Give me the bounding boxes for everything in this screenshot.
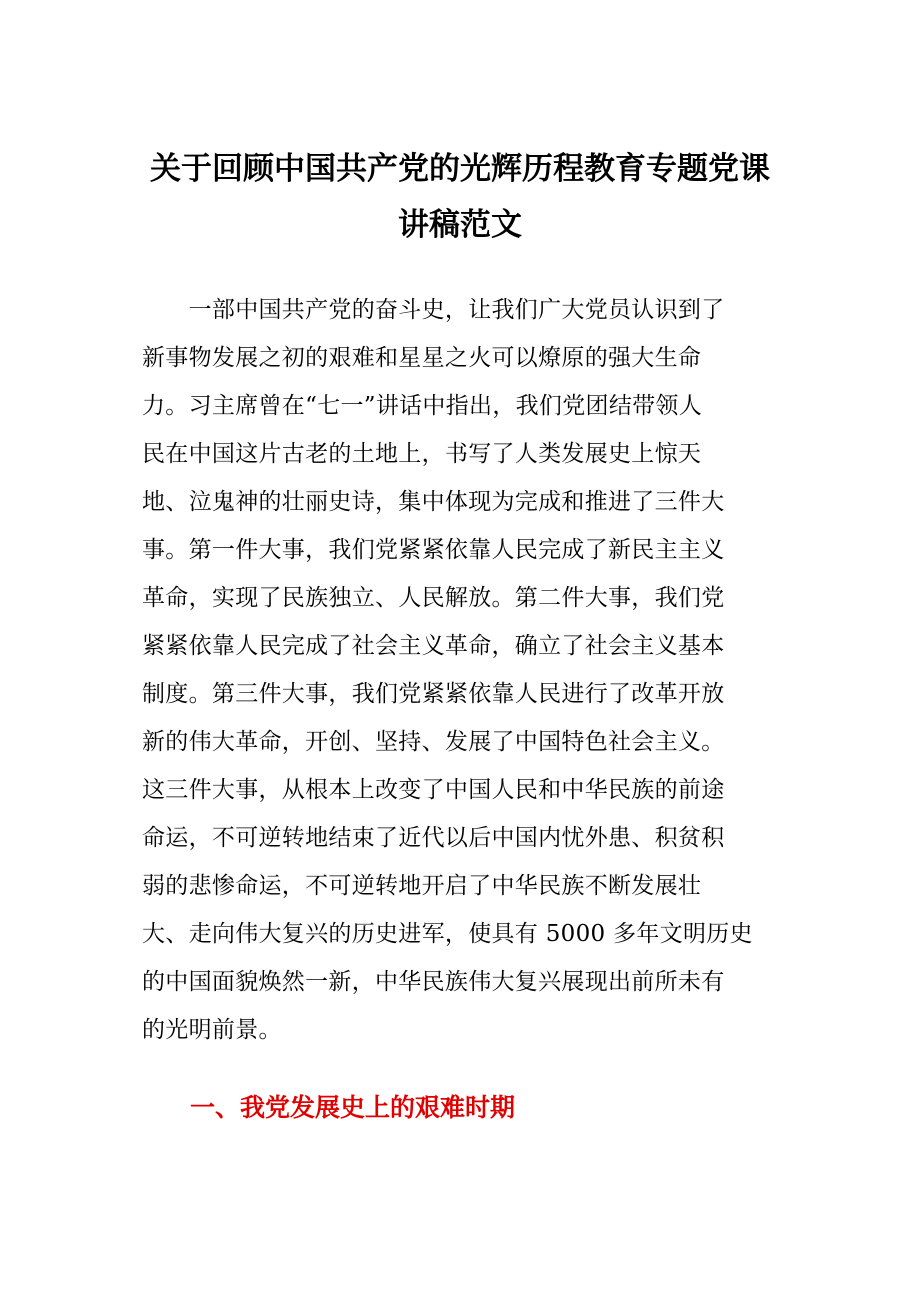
paragraph-line: 力。习主席曾在“七一”讲话中指出，我们党团结带领人 (142, 393, 703, 419)
paragraph-line: 的中国面貌焕然一新，中华民族伟大复兴展现出前所未有 (142, 969, 725, 995)
paragraph-line: 新事物发展之初的艰难和星星之火可以燎原的强大生命 (142, 345, 702, 371)
paragraph-line: 制度。第三件大事，我们党紧紧依靠人民进行了改革开放 (142, 681, 725, 707)
paragraph-line: 命运，不可逆转地结束了近代以后中国内忧外患、积贫积 (142, 825, 725, 851)
paragraph-line: 紧紧依靠人民完成了社会主义革命，确立了社会主义基本 (142, 633, 725, 659)
paragraph-line: 新的伟大革命，开创、坚持、发展了中国特色社会主义。 (142, 729, 725, 755)
paragraph-line: 的光明前景。 (142, 1017, 282, 1043)
paragraph-line: 弱的悲惨命运，不可逆转地开启了中华民族不断发展壮 (142, 873, 702, 899)
paragraph-line: 一部中国共产党的奋斗史，让我们广大党员认识到了 (142, 297, 725, 323)
section-heading: 一、我党发展史上的艰难时期 (190, 1093, 516, 1122)
paragraph-line: 事。第一件大事，我们党紧紧依靠人民完成了新民主主义 (142, 537, 725, 563)
paragraph-line: 地、泣鬼神的壮丽史诗，集中体现为完成和推进了三件大 (142, 489, 725, 515)
paragraph-line: 这三件大事，从根本上改变了中国人民和中华民族的前途 (142, 777, 725, 803)
paragraph-line: 大、走向伟大复兴的历史进军，使具有 5000 多年文明历史 (142, 921, 753, 947)
document-title-line-2: 讲稿范文 (398, 207, 522, 243)
document-title-line-1: 关于回顾中国共产党的光辉历程教育专题党课 (150, 151, 770, 187)
paragraph-line: 民在中国这片古老的土地上，书写了人类发展史上惊天 (142, 441, 702, 467)
paragraph-line: 革命，实现了民族独立、人民解放。第二件大事，我们党 (142, 585, 725, 611)
